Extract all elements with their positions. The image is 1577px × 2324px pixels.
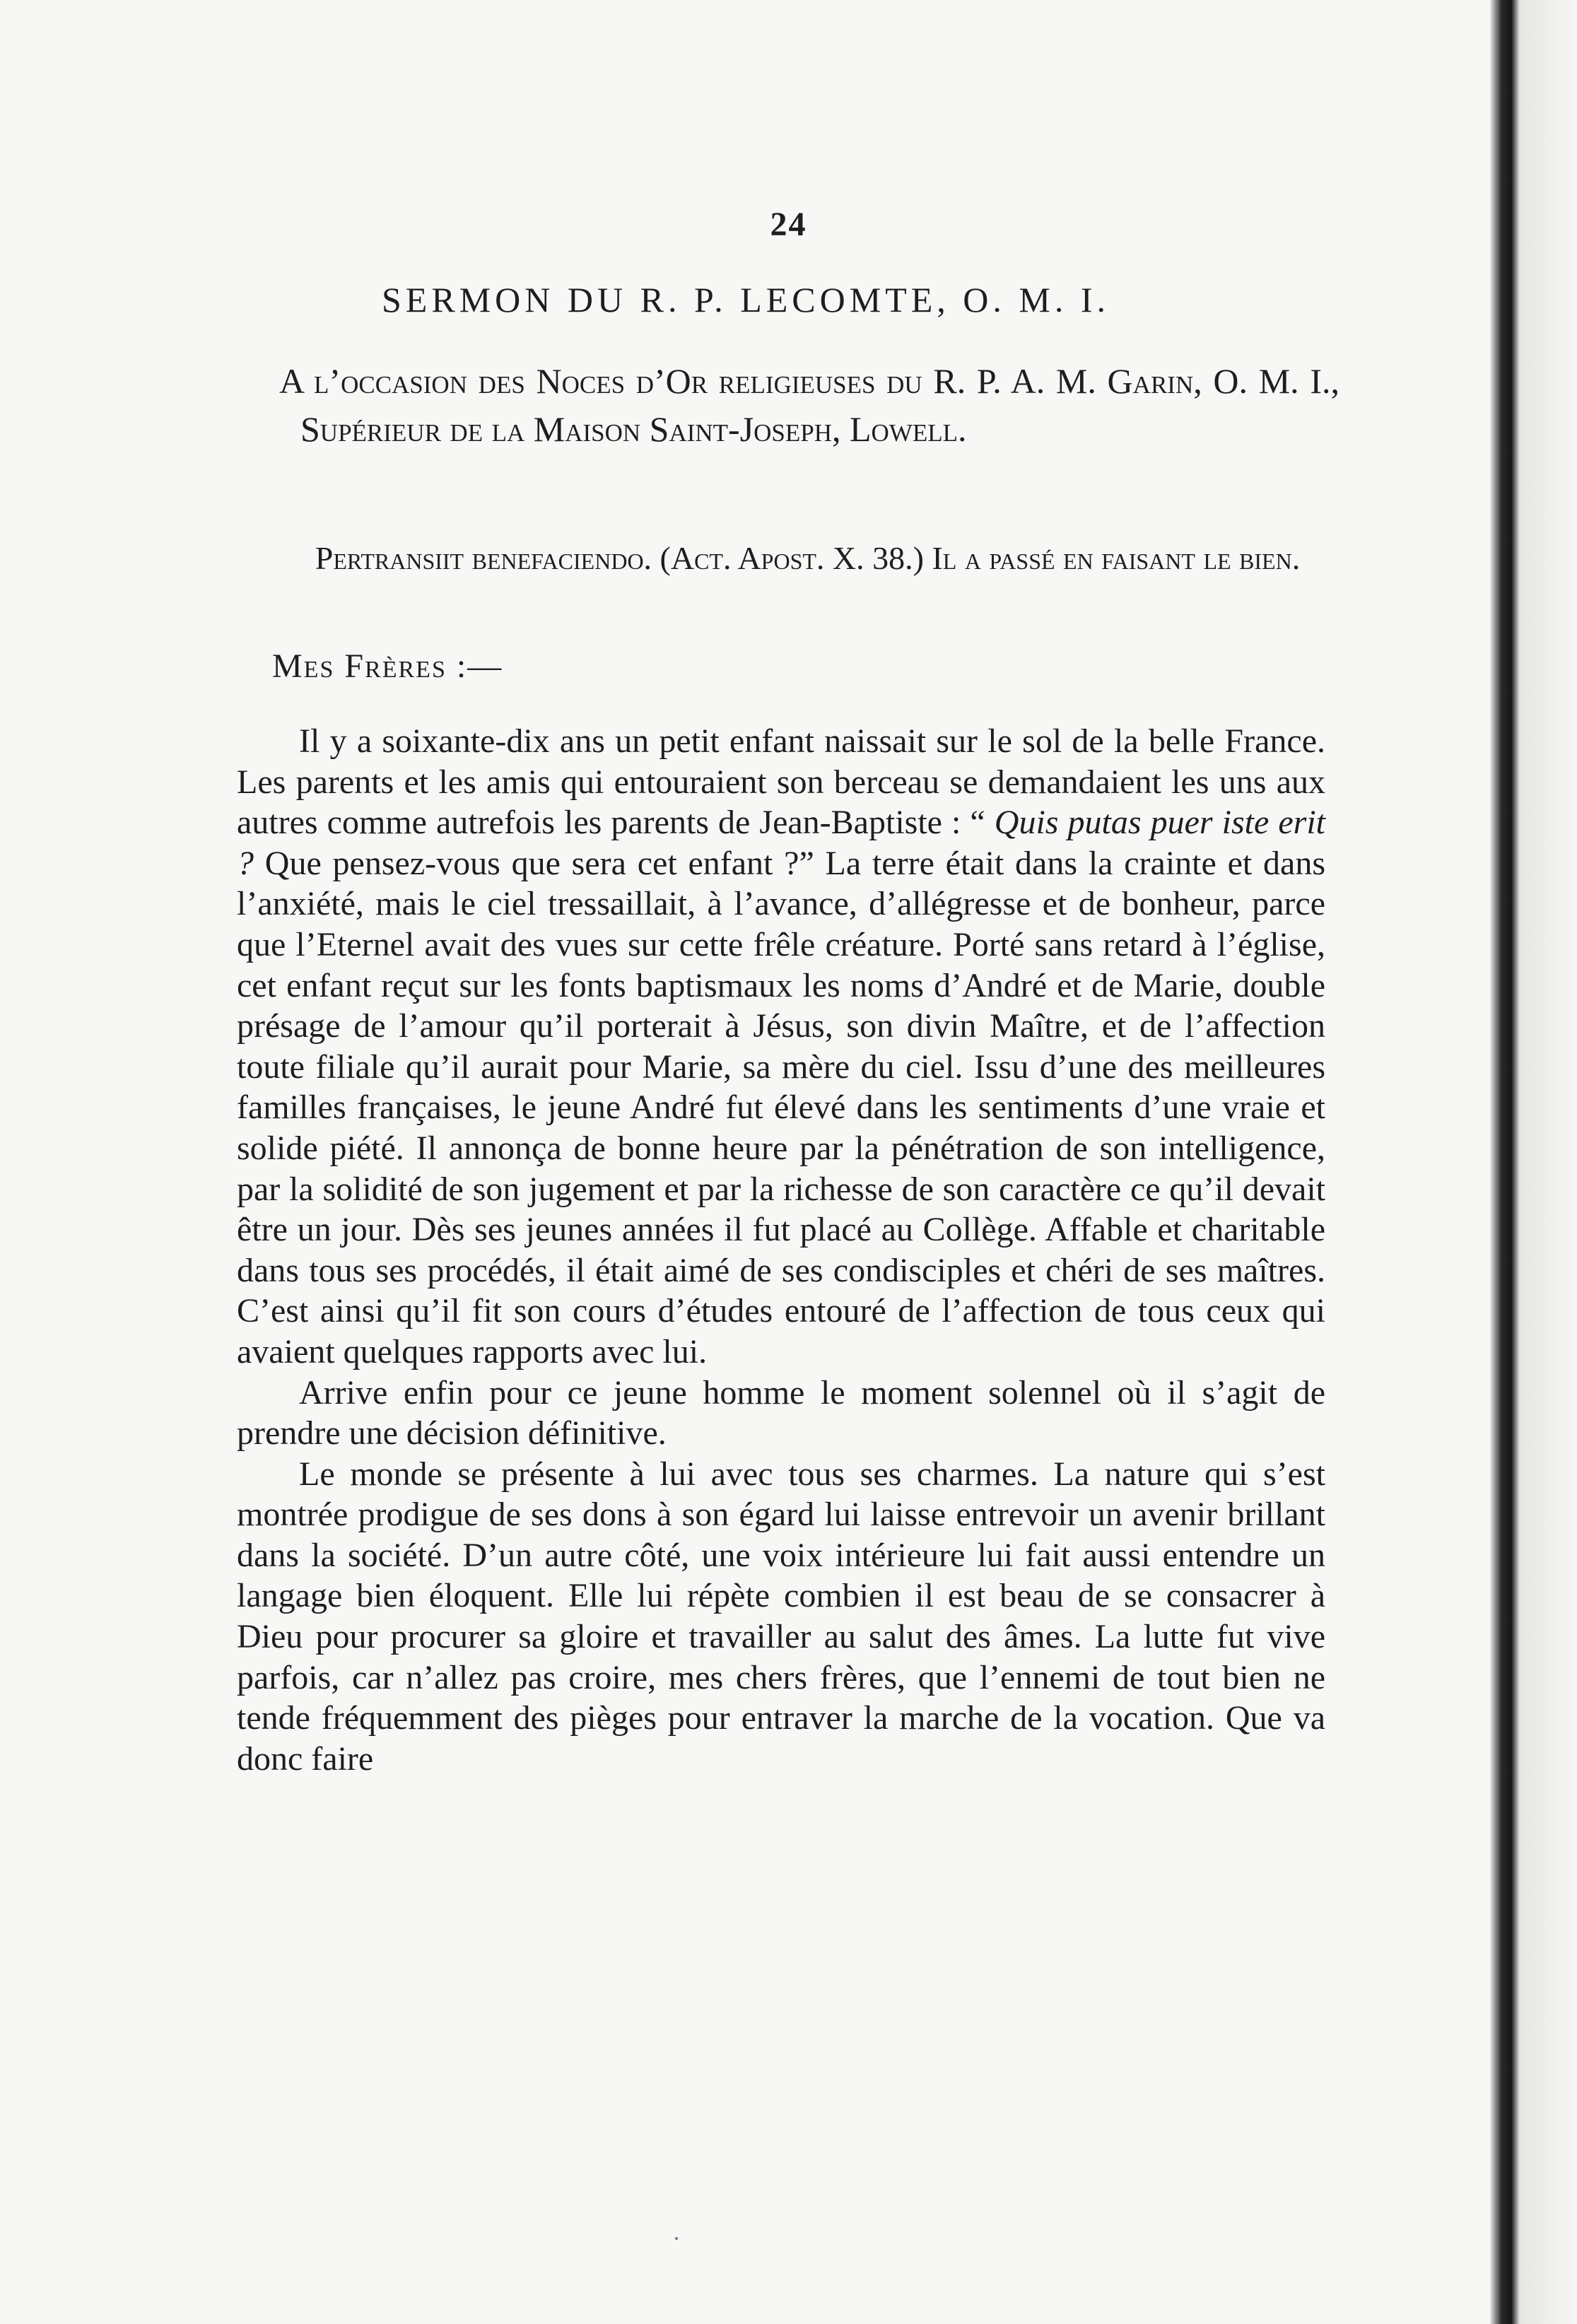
paragraph-3: Le monde se présente à lui avec tous ses charmes. La nature qui s’est montrée prodigue de ses dons à son égard lui laisse entrevoir un avenir brillant dans la société. D’un autre côté, une voix intérieure lui fait aussi entendre un langage bien éloquent. Elle lui répète combien il est beau de se consacrer à Dieu pour procurer sa gloire et travailler au salut des âmes. La lutte fut vive parfois, car n’allez pas croire, mes chers frères, que l’ennemi de tout bien ne tende fréquemment des pièges pour entraver la marche de la vocation. Que va donc faire xyxy=(237,1455,1325,1778)
paragraph-1 xyxy=(237,721,1325,1373)
sermon-title: SERMON DU R. P. LECOMTE, O. M. I. xyxy=(382,280,1110,319)
salutation: Mes Frères :— xyxy=(272,647,503,685)
latin-quote: Quis putas puer iste erit ? xyxy=(237,804,1325,882)
sermon-body xyxy=(237,721,1325,1779)
paragraph-2: Arrive enfin pour ce jeune homme le moment solennel où il s’agit de prendre une décision définitive. xyxy=(237,1373,1325,1452)
page-edge-shadow xyxy=(1490,0,1577,2324)
paragraph-1-after-quote: Que pensez-vous que sera cet enfant ?” La terre était dans la crainte et dans l’anxiété, mais le ciel tressaillait, à l’avance, d’allégresse et de bonheur, parce que l’Eternel avait des vues sur cette frêle créature. Porté sans retard à l’église, cet enfant reçut sur les fonts baptismaux les noms d’André et de Marie, double présage de l’amour qu’il porterait à Jésus, son divin Maître, et de l’affection toute filiale qu’il aurait pour Marie, sa mère du ciel. Issu d’une des meilleures familles françaises, le jeune André fut élevé dans les sentiments d’une vraie et solide piété. Il annonça de bonne heure par la pénétration de son intelligence, par la solidité de son jugement et par la richesse de son caractère ce qu’il devait être un jour. Dès ses jeunes années il fut placé au Collège. Affable et charitable dans tous ses procédés, il était aimé de ses condisciples et chéri de ses maîtres. C’est ainsi qu’il fit son cours d’études entouré de l’affection de tous ceux qui avaient quelques rapports avec lui. xyxy=(237,844,1325,1371)
page-number: 24 xyxy=(770,206,807,243)
sermon-subtitle: A l’occasion des Noces d’Or religieuses du R. P. A. M. Garin, O. M. I., Supérieur de la Maison Saint-Joseph, Lowell. xyxy=(279,361,1339,449)
paper-speck xyxy=(675,2237,678,2240)
epigraph: Pertransiit benefaciendo. (Act. Apost. X. 38.) Il a passé en faisant le bien. xyxy=(315,540,1301,576)
paragraph-1-before-quote: Il y a soixante-dix ans un petit enfant naissait sur le sol de la belle France. Les parents et les amis qui entouraient son berceau se demandaient les uns aux autres comme autrefois les parents de Jean-Baptiste : “ xyxy=(237,722,1325,842)
